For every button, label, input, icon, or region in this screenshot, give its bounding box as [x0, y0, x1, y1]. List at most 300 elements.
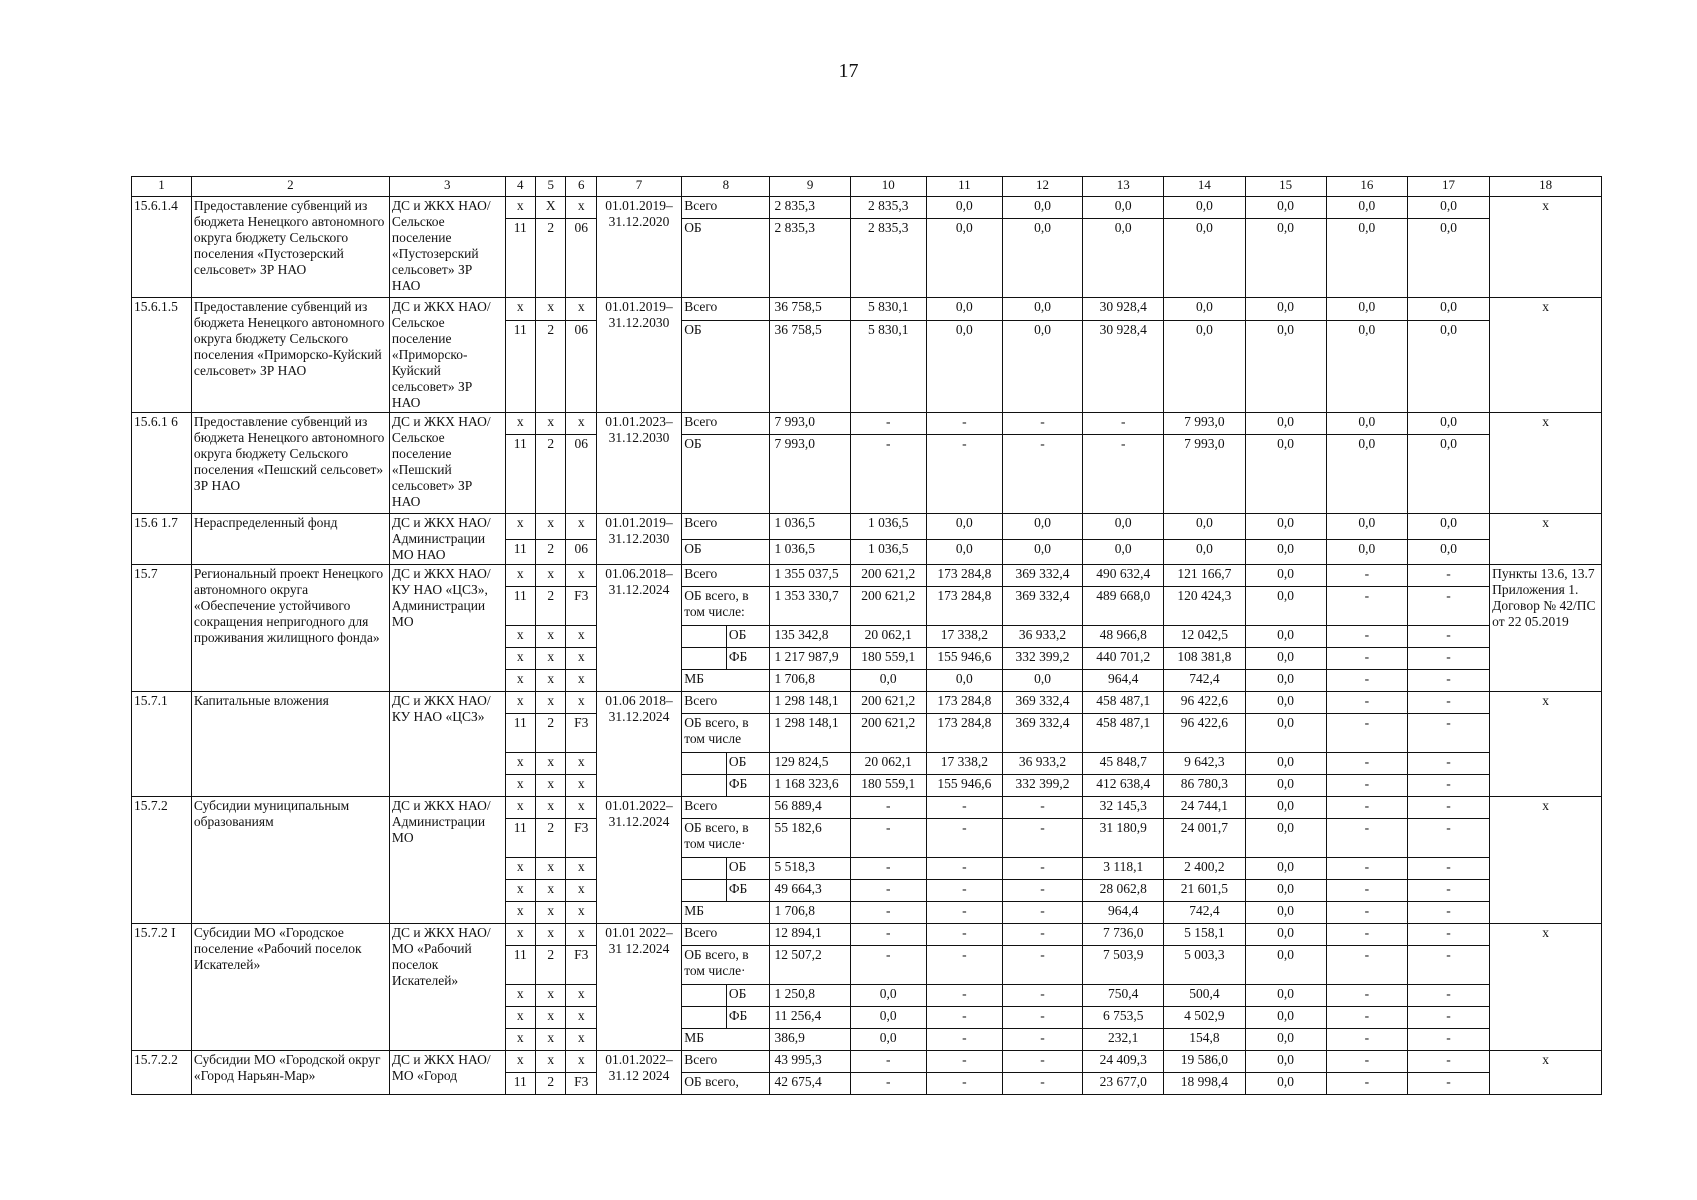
value-cell: 1 706,8	[770, 902, 850, 924]
column-header: 2	[191, 177, 389, 197]
code-col-5: x	[536, 298, 566, 321]
row-id: 15.7.1	[132, 692, 192, 797]
code-col-4: 11	[505, 1073, 535, 1095]
code-col-4: x	[505, 670, 535, 692]
value-cell: 0,0	[1002, 514, 1082, 540]
value-cell: 0,0	[1245, 413, 1326, 435]
value-cell: 0,0	[1245, 626, 1326, 648]
row-name: Нераспределенный фонд	[191, 514, 389, 565]
value-cell: 332 399,2	[1002, 648, 1082, 670]
value-cell: 369 332,4	[1002, 587, 1082, 626]
row-note: x	[1490, 797, 1602, 924]
column-header: 18	[1490, 177, 1602, 197]
table-row	[132, 1051, 1602, 1073]
source-blank	[682, 648, 727, 670]
code-col-5: 2	[536, 714, 566, 753]
value-cell: -	[850, 435, 926, 514]
code-col-6: x	[566, 1051, 596, 1073]
value-cell: 412 638,4	[1083, 775, 1164, 797]
value-cell: 9 642,3	[1164, 753, 1245, 775]
value-cell: -	[1326, 858, 1407, 880]
value-cell: 2 400,2	[1164, 858, 1245, 880]
row-period: 01.01.2023– 31.12.2030	[596, 413, 681, 514]
value-cell: 0,0	[1083, 219, 1164, 298]
value-cell: 17 338,2	[926, 626, 1002, 648]
code-col-4: x	[505, 197, 535, 219]
value-cell: 0,0	[1245, 819, 1326, 858]
row-note: x	[1490, 197, 1602, 298]
value-cell: 23 677,0	[1083, 1073, 1164, 1095]
row-note: x	[1490, 298, 1602, 413]
value-cell: -	[1326, 819, 1407, 858]
row-name: Региональный проект Ненецкого автономного округа «Обеспечение устойчивого сокращения непригодного для проживания жилищного фонда»	[191, 565, 389, 692]
value-cell: 173 284,8	[926, 565, 1002, 587]
value-cell: 2 835,3	[770, 219, 850, 298]
code-col-5: x	[536, 1029, 566, 1051]
code-col-4: x	[505, 565, 535, 587]
code-col-5: 2	[536, 435, 566, 514]
value-cell: 28 062,8	[1083, 880, 1164, 902]
value-cell: 0,0	[1245, 587, 1326, 626]
source-label: Всего	[682, 197, 770, 219]
value-cell: -	[1407, 1051, 1489, 1073]
budget-table	[131, 176, 1602, 1095]
value-cell: 173 284,8	[926, 714, 1002, 753]
value-cell: 1 250,8	[770, 985, 850, 1007]
code-col-4: 11	[505, 320, 535, 412]
source-label: Всего	[682, 924, 770, 946]
value-cell: 0,0	[1245, 775, 1326, 797]
row-period: 01.01.2022– 31.12.2024	[596, 797, 681, 924]
row-period: 01.01.2019– 31.12.2020	[596, 197, 681, 298]
value-cell: -	[1002, 985, 1082, 1007]
row-executor: ДС и ЖКХ НАО/ Администрации МО НАО	[389, 514, 505, 565]
value-cell: 0,0	[1326, 539, 1407, 565]
row-note: x	[1490, 1051, 1602, 1095]
code-col-4: x	[505, 648, 535, 670]
value-cell: -	[1407, 985, 1489, 1007]
value-cell: 0,0	[1164, 320, 1245, 412]
value-cell: -	[926, 924, 1002, 946]
value-cell: 0,0	[1326, 197, 1407, 219]
value-cell: 120 424,3	[1164, 587, 1245, 626]
code-col-5: x	[536, 514, 566, 540]
value-cell: -	[1002, 797, 1082, 819]
value-cell: 20 062,1	[850, 753, 926, 775]
value-cell: 0,0	[1002, 298, 1082, 321]
value-cell: 440 701,2	[1083, 648, 1164, 670]
value-cell: -	[850, 924, 926, 946]
value-cell: 750,4	[1083, 985, 1164, 1007]
code-col-6: F3	[566, 1073, 596, 1095]
code-col-6: x	[566, 797, 596, 819]
code-col-6: x	[566, 670, 596, 692]
value-cell: 55 182,6	[770, 819, 850, 858]
row-name: Предоставление субвенций из бюджета Ненецкого автономного округа бюджету Сельского поселения «Приморско-Куйский сельсовет» ЗР НАО	[191, 298, 389, 413]
value-cell: 0,0	[926, 320, 1002, 412]
source-label: ОБ	[682, 320, 770, 412]
row-id: 15.7.2.2	[132, 1051, 192, 1095]
column-header: 17	[1407, 177, 1489, 197]
value-cell: 155 946,6	[926, 775, 1002, 797]
value-cell: 96 422,6	[1164, 714, 1245, 753]
value-cell: 0,0	[926, 514, 1002, 540]
value-cell: -	[1002, 924, 1082, 946]
value-cell: 964,4	[1083, 670, 1164, 692]
value-cell: 0,0	[850, 985, 926, 1007]
value-cell: 135 342,8	[770, 626, 850, 648]
value-cell: -	[1407, 587, 1489, 626]
value-cell: -	[1002, 435, 1082, 514]
source-sub: ФБ	[726, 648, 770, 670]
value-cell: 2 835,3	[770, 197, 850, 219]
code-col-4: 11	[505, 714, 535, 753]
value-cell: 0,0	[1164, 219, 1245, 298]
value-cell: 45 848,7	[1083, 753, 1164, 775]
value-cell: -	[850, 858, 926, 880]
value-cell: 24 409,3	[1083, 1051, 1164, 1073]
source-blank	[682, 985, 727, 1007]
value-cell: 0,0	[1407, 298, 1489, 321]
value-cell: 1 168 323,6	[770, 775, 850, 797]
value-cell: 1 355 037,5	[770, 565, 850, 587]
code-col-4: 11	[505, 539, 535, 565]
value-cell: 30 928,4	[1083, 298, 1164, 321]
value-cell: -	[1002, 858, 1082, 880]
code-col-5: x	[536, 753, 566, 775]
value-cell: 1 036,5	[850, 514, 926, 540]
value-cell: 0,0	[926, 539, 1002, 565]
value-cell: -	[1326, 1073, 1407, 1095]
code-col-5: 2	[536, 320, 566, 412]
code-col-4: x	[505, 902, 535, 924]
value-cell: 332 399,2	[1002, 775, 1082, 797]
code-col-4: 11	[505, 587, 535, 626]
code-col-5: 2	[536, 219, 566, 298]
value-cell: 0,0	[1326, 320, 1407, 412]
row-period: 01.01.2019– 31.12.2030	[596, 298, 681, 413]
value-cell: -	[1326, 670, 1407, 692]
value-cell: 1 036,5	[770, 539, 850, 565]
value-cell: 0,0	[1245, 924, 1326, 946]
code-col-6: 06	[566, 539, 596, 565]
column-header: 8	[682, 177, 770, 197]
value-cell: 0,0	[926, 298, 1002, 321]
value-cell: -	[1407, 670, 1489, 692]
source-sub: ОБ	[726, 626, 770, 648]
value-cell: 1 036,5	[850, 539, 926, 565]
value-cell: 49 664,3	[770, 880, 850, 902]
column-header: 6	[566, 177, 596, 197]
column-header: 15	[1245, 177, 1326, 197]
value-cell: -	[1002, 1007, 1082, 1029]
code-col-5: x	[536, 775, 566, 797]
table-body	[132, 177, 1602, 1095]
source-sub: ФБ	[726, 1007, 770, 1029]
value-cell: -	[1407, 902, 1489, 924]
source-blank	[682, 858, 727, 880]
code-col-6: x	[566, 858, 596, 880]
table-row	[132, 692, 1602, 714]
value-cell: 21 601,5	[1164, 880, 1245, 902]
code-col-6: x	[566, 924, 596, 946]
code-col-5: 2	[536, 819, 566, 858]
value-cell: 5 158,1	[1164, 924, 1245, 946]
value-cell: 0,0	[850, 1029, 926, 1051]
value-cell: 24 744,1	[1164, 797, 1245, 819]
value-cell: -	[1083, 435, 1164, 514]
source-label: Всего	[682, 413, 770, 435]
value-cell: 0,0	[850, 1007, 926, 1029]
code-col-5: x	[536, 413, 566, 435]
value-cell: 964,4	[1083, 902, 1164, 924]
value-cell: -	[850, 1051, 926, 1073]
value-cell: 7 993,0	[770, 435, 850, 514]
value-cell: -	[1326, 946, 1407, 985]
value-cell: 2 835,3	[850, 219, 926, 298]
value-cell: 0,0	[1245, 1073, 1326, 1095]
value-cell: 200 621,2	[850, 587, 926, 626]
value-cell: 0,0	[1326, 514, 1407, 540]
code-col-4: 11	[505, 946, 535, 985]
value-cell: 1 298 148,1	[770, 714, 850, 753]
source-label: ОБ всего, в том числе·	[682, 819, 770, 858]
value-cell: 200 621,2	[850, 714, 926, 753]
code-col-4: x	[505, 626, 535, 648]
source-label: МБ	[682, 670, 770, 692]
column-header: 10	[850, 177, 926, 197]
value-cell: 4 502,9	[1164, 1007, 1245, 1029]
code-col-5: x	[536, 1051, 566, 1073]
value-cell: -	[926, 1007, 1002, 1029]
value-cell: 0,0	[1407, 197, 1489, 219]
code-col-6: x	[566, 985, 596, 1007]
row-executor: ДС и ЖКХ НАО/ Сельское поселение «Пешский сельсовет» ЗР НАО	[389, 413, 505, 514]
source-blank	[682, 880, 727, 902]
value-cell: 121 166,7	[1164, 565, 1245, 587]
source-blank	[682, 753, 727, 775]
value-cell: 0,0	[1245, 902, 1326, 924]
code-col-4: x	[505, 413, 535, 435]
value-cell: 0,0	[1245, 514, 1326, 540]
source-blank	[682, 1007, 727, 1029]
value-cell: -	[1326, 1007, 1407, 1029]
value-cell: 0,0	[1245, 1007, 1326, 1029]
row-id: 15.6.1 6	[132, 413, 192, 514]
row-note: Пункты 13.6, 13.7 Приложения 1. Договор № 42/ПС от 22 05.2019	[1490, 565, 1602, 692]
value-cell: 129 824,5	[770, 753, 850, 775]
row-executor: ДС и ЖКХ НАО/ КУ НАО «ЦСЗ»	[389, 692, 505, 797]
code-col-6: x	[566, 753, 596, 775]
value-cell: -	[926, 1029, 1002, 1051]
value-cell: 0,0	[1326, 435, 1407, 514]
row-executor: ДС и ЖКХ НАО/ КУ НАО «ЦСЗ», Администрации МО	[389, 565, 505, 692]
code-col-4: x	[505, 985, 535, 1007]
code-col-6: x	[566, 626, 596, 648]
value-cell: 0,0	[1083, 197, 1164, 219]
value-cell: -	[1407, 692, 1489, 714]
value-cell: 20 062,1	[850, 626, 926, 648]
source-sub: ОБ	[726, 985, 770, 1007]
value-cell: 0,0	[926, 219, 1002, 298]
value-cell: 5 518,3	[770, 858, 850, 880]
value-cell: -	[1407, 714, 1489, 753]
value-cell: -	[1083, 413, 1164, 435]
code-col-6: F3	[566, 819, 596, 858]
source-label: Всего	[682, 565, 770, 587]
value-cell: 0,0	[1164, 514, 1245, 540]
value-cell: 386,9	[770, 1029, 850, 1051]
code-col-6: x	[566, 197, 596, 219]
value-cell: 0,0	[1245, 648, 1326, 670]
value-cell: 36 933,2	[1002, 753, 1082, 775]
value-cell: -	[1407, 858, 1489, 880]
value-cell: 0,0	[1245, 946, 1326, 985]
value-cell: 12 507,2	[770, 946, 850, 985]
column-header: 9	[770, 177, 850, 197]
value-cell: 0,0	[1245, 539, 1326, 565]
column-header: 11	[926, 177, 1002, 197]
value-cell: 7 993,0	[770, 413, 850, 435]
source-label: Всего	[682, 514, 770, 540]
code-col-6: F3	[566, 946, 596, 985]
column-header: 16	[1326, 177, 1407, 197]
code-col-5: x	[536, 985, 566, 1007]
value-cell: 0,0	[1164, 197, 1245, 219]
value-cell: 0,0	[1245, 714, 1326, 753]
value-cell: -	[926, 413, 1002, 435]
row-executor: ДС и ЖКХ НАО/ Сельское поселение «Пустозерский сельсовет» ЗР НАО	[389, 197, 505, 298]
value-cell: -	[926, 435, 1002, 514]
value-cell: 742,4	[1164, 902, 1245, 924]
value-cell: 0,0	[1245, 692, 1326, 714]
value-cell: 0,0	[1245, 435, 1326, 514]
value-cell: 0,0	[1245, 797, 1326, 819]
value-cell: -	[1407, 648, 1489, 670]
value-cell: 369 332,4	[1002, 565, 1082, 587]
code-col-6: F3	[566, 587, 596, 626]
table-row	[132, 565, 1602, 587]
value-cell: -	[1326, 797, 1407, 819]
row-name: Предоставление субвенций из бюджета Ненецкого автономного округа бюджету Сельского поселения «Пустозерский сельсовет» ЗР НАО	[191, 197, 389, 298]
code-col-6: x	[566, 413, 596, 435]
source-label: Всего	[682, 692, 770, 714]
value-cell: 0,0	[1245, 753, 1326, 775]
row-id: 15.6 1.7	[132, 514, 192, 565]
value-cell: 180 559,1	[850, 775, 926, 797]
code-col-5: x	[536, 670, 566, 692]
source-label: ОБ	[682, 219, 770, 298]
table-row	[132, 924, 1602, 946]
value-cell: -	[1002, 1073, 1082, 1095]
value-cell: 7 503,9	[1083, 946, 1164, 985]
value-cell: 1 036,5	[770, 514, 850, 540]
value-cell: 42 675,4	[770, 1073, 850, 1095]
value-cell: 369 332,4	[1002, 714, 1082, 753]
value-cell: 0,0	[926, 197, 1002, 219]
value-cell: -	[926, 946, 1002, 985]
value-cell: 0,0	[1407, 413, 1489, 435]
code-col-5: x	[536, 626, 566, 648]
value-cell: 86 780,3	[1164, 775, 1245, 797]
value-cell: -	[926, 797, 1002, 819]
code-col-6: 06	[566, 435, 596, 514]
value-cell: 3 118,1	[1083, 858, 1164, 880]
value-cell: 19 586,0	[1164, 1051, 1245, 1073]
value-cell: 0,0	[1002, 670, 1082, 692]
column-header: 4	[505, 177, 535, 197]
value-cell: 0,0	[1326, 219, 1407, 298]
value-cell: -	[926, 858, 1002, 880]
row-id: 15.6.1.5	[132, 298, 192, 413]
value-cell: 173 284,8	[926, 587, 1002, 626]
value-cell: 5 830,1	[850, 298, 926, 321]
code-col-5: x	[536, 880, 566, 902]
value-cell: 56 889,4	[770, 797, 850, 819]
value-cell: -	[1326, 565, 1407, 587]
value-cell: -	[1407, 797, 1489, 819]
value-cell: -	[1407, 1073, 1489, 1095]
table-row	[132, 197, 1602, 219]
code-col-6: x	[566, 775, 596, 797]
row-id: 15.7	[132, 565, 192, 692]
code-col-6: x	[566, 648, 596, 670]
value-cell: 0,0	[1164, 298, 1245, 321]
value-cell: -	[1407, 880, 1489, 902]
value-cell: -	[850, 819, 926, 858]
code-col-5: x	[536, 902, 566, 924]
value-cell: 2 835,3	[850, 197, 926, 219]
code-col-6: x	[566, 298, 596, 321]
code-col-4: 11	[505, 819, 535, 858]
value-cell: 7 736,0	[1083, 924, 1164, 946]
value-cell: 0,0	[1002, 219, 1082, 298]
value-cell: -	[1407, 565, 1489, 587]
source-label: ОБ всего, в том числе·	[682, 946, 770, 985]
value-cell: 36 933,2	[1002, 626, 1082, 648]
code-col-5: x	[536, 924, 566, 946]
value-cell: 36 758,5	[770, 298, 850, 321]
source-sub: ОБ	[726, 753, 770, 775]
row-period: 01.06.2018– 31.12.2024	[596, 565, 681, 692]
column-header: 14	[1164, 177, 1245, 197]
value-cell: 0,0	[926, 670, 1002, 692]
value-cell: 0,0	[1407, 219, 1489, 298]
code-col-5: 2	[536, 1073, 566, 1095]
value-cell: -	[1002, 902, 1082, 924]
page-number: 17	[838, 60, 859, 82]
code-col-4: 11	[505, 219, 535, 298]
value-cell: -	[1407, 775, 1489, 797]
column-header: 7	[596, 177, 681, 197]
table-row	[132, 413, 1602, 435]
code-col-5: 2	[536, 587, 566, 626]
value-cell: 200 621,2	[850, 565, 926, 587]
table-row	[132, 797, 1602, 819]
code-col-6: 06	[566, 219, 596, 298]
value-cell: -	[1326, 587, 1407, 626]
value-cell: 32 145,3	[1083, 797, 1164, 819]
code-col-4: x	[505, 753, 535, 775]
value-cell: -	[1326, 1051, 1407, 1073]
value-cell: 96 422,6	[1164, 692, 1245, 714]
value-cell: 7 993,0	[1164, 435, 1245, 514]
value-cell: 12 894,1	[770, 924, 850, 946]
row-name: Субсидии МО «Городской округ «Город Нарьян-Мар»	[191, 1051, 389, 1095]
column-header: 3	[389, 177, 505, 197]
value-cell: 0,0	[1245, 1029, 1326, 1051]
value-cell: 24 001,7	[1164, 819, 1245, 858]
